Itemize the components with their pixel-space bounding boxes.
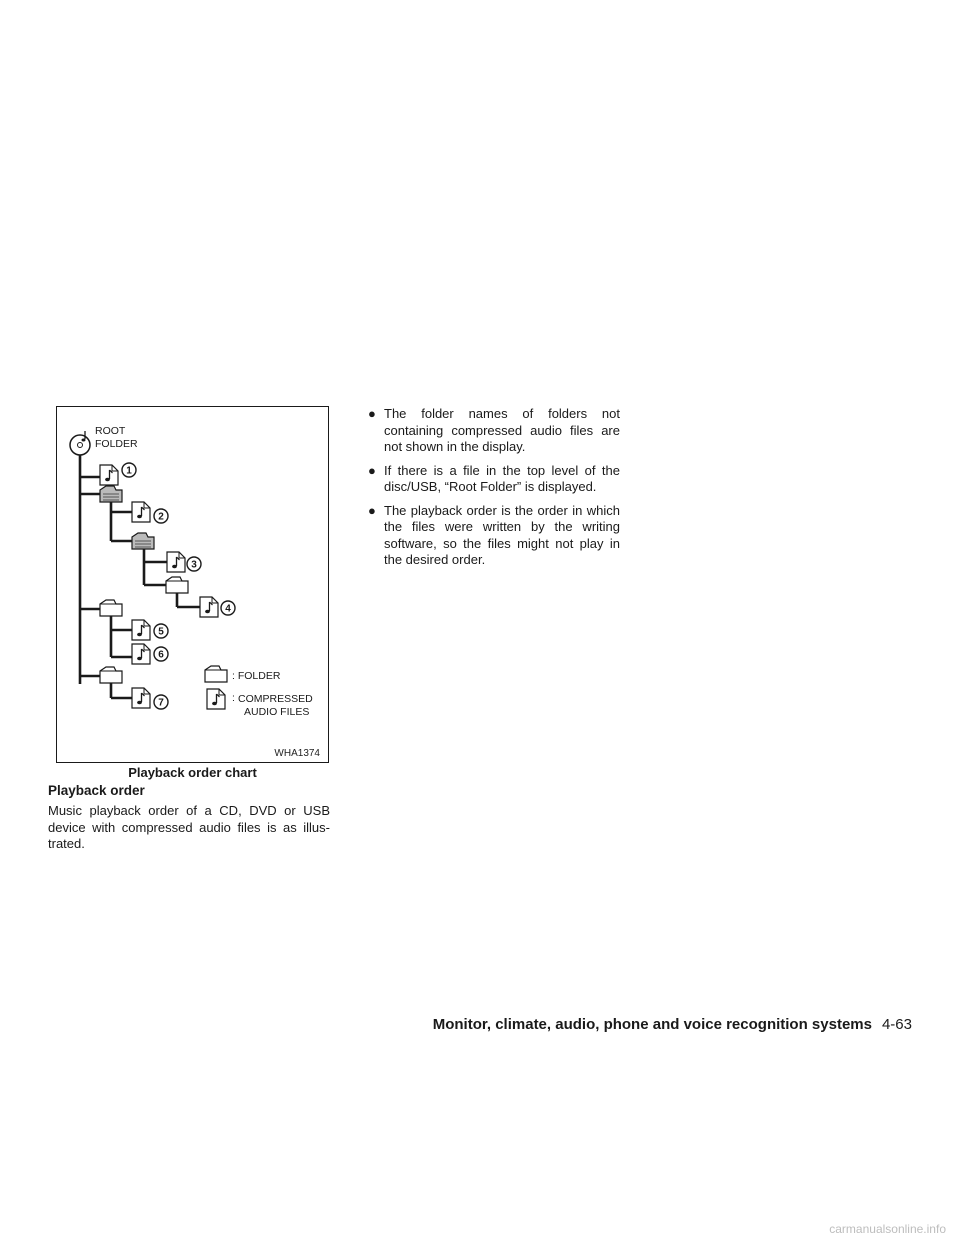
bullet-dot-icon: ● — [368, 462, 376, 478]
folder-icon-hatched-2 — [132, 533, 154, 549]
legend-files-label-line2: AUDIO FILES — [244, 706, 310, 718]
bullet-text: The playback order is the order in which the files were written by the writing software, so the files might not play in the desired order. — [384, 502, 620, 567]
folder-icon-4 — [100, 600, 122, 616]
folder-icon-hatched-1 — [100, 486, 122, 502]
page-number: 4-63 — [881, 1016, 912, 1033]
legend-files-label-line1: COMPRESSED — [238, 693, 313, 705]
footer-section-title: Monitor, climate, audio, phone and voice recognition systems — [432, 1016, 872, 1033]
audio-file-icon-1 — [100, 465, 118, 485]
playback-order-figure — [56, 406, 329, 763]
legend-colon: : — [232, 692, 235, 704]
legend-folder-label: : FOLDER — [232, 670, 281, 682]
bullet-dot-icon: ● — [368, 406, 376, 421]
file-number-1: 1 — [126, 465, 132, 477]
audio-file-icon-4 — [200, 597, 218, 617]
root-label-line1: ROOT — [95, 425, 126, 437]
folder-icon-3 — [166, 577, 188, 593]
file-number-4: 4 — [225, 603, 231, 615]
bullet-dot-icon: ● — [368, 502, 376, 518]
watermark[interactable]: carmanualsonline.info — [829, 1222, 946, 1236]
bullet-text: If there is a file in the top level of the disc/USB, “Root Folder” is displayed. — [384, 462, 620, 494]
audio-file-icon-3 — [167, 552, 185, 572]
file-number-7: 7 — [158, 697, 164, 709]
file-number-2: 2 — [158, 511, 164, 523]
disc-icon — [70, 431, 90, 455]
file-number-5: 5 — [158, 626, 164, 638]
page-footer — [433, 1016, 912, 1033]
root-label-line2: FOLDER — [95, 438, 138, 450]
bullet-item — [368, 463, 620, 496]
section-heading: Playback order — [48, 783, 145, 798]
file-number-6: 6 — [158, 649, 164, 661]
bullet-item — [368, 503, 620, 569]
legend-folder-icon — [205, 666, 227, 682]
section-paragraph: Music playback order of a CD, DVD or USB device with compressed audio files is as illus-trated. — [48, 803, 330, 851]
figure-code: WHA1374 — [274, 748, 320, 759]
audio-file-icon-2 — [132, 502, 150, 522]
folder-icon-5 — [100, 667, 122, 683]
legend-audio-file-icon — [207, 689, 225, 709]
playback-tree-diagram — [57, 407, 330, 764]
bullet-item — [368, 406, 620, 456]
bullet-text: The folder names of folders not containing compressed audio files are not shown in the display. — [384, 406, 620, 454]
audio-file-icon-6 — [132, 644, 150, 664]
audio-file-icon-5 — [132, 620, 150, 640]
bullet-list — [368, 406, 620, 576]
audio-file-icon-7 — [132, 688, 150, 708]
figure-caption: Playback order chart — [128, 765, 257, 780]
file-number-3: 3 — [191, 559, 197, 571]
